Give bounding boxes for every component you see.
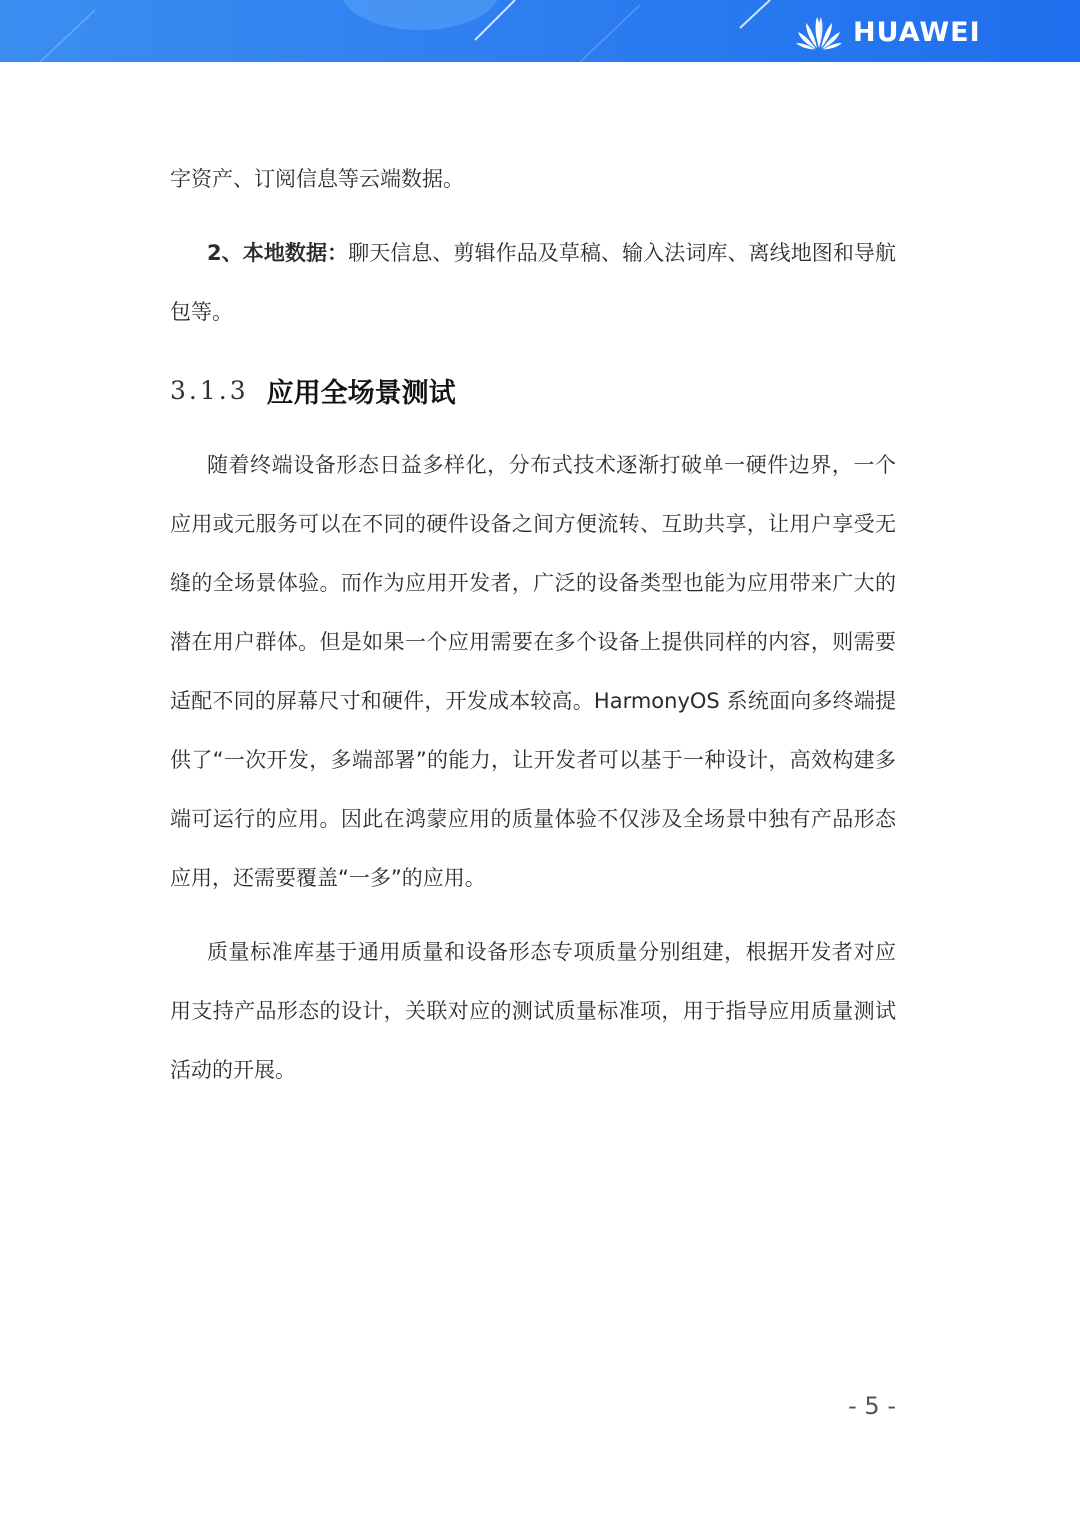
paragraph-quality-library: 质量标准库基于通用质量和设备形态专项质量分别组建，根据开发者对应用支持产品形态的设计，关联对应的测试质量标准项，用于指导应用质量测试活动的开展。 — [170, 940, 896, 1082]
brand-logo — [795, 12, 981, 52]
document-body — [170, 150, 896, 1100]
page-number: - 5 - — [848, 1392, 896, 1420]
paragraph-all-scenario: 随着终端设备形态日益多样化，分布式技术逐渐打破单一硬件边界，一个应用或元服务可以在不同的硬件设备之间方便流转、互助共享，让用户享受无缝的全场景体验。而作为应用开发者，广泛的设备类型也能为应用带来广大的潜在用户群体。但是如果一个应用需要在多个设备上提供同样的内容，则需要适配不同的屏幕尺寸和硬件，开发成本较高。HarmonyOS 系统面向多终端提供了“一次开发，多端部署”的能力，让开发者可以基于一种设计，高效构建多端可运行的应用。因此在鸿蒙应用的质量体验不仅涉及全场景中独有产品形态应用，还需要覆盖“一多”的应用。 — [170, 453, 896, 890]
section-number: 3.1.3 — [170, 375, 249, 405]
section-title: 应用全场景测试 — [266, 377, 456, 409]
paragraph-cloud-data: 字资产、订阅信息等云端数据。 — [170, 167, 464, 191]
header-banner — [0, 0, 1080, 62]
section-heading — [170, 364, 896, 416]
huawei-flower-icon — [795, 14, 843, 50]
paragraph-local-data — [170, 224, 896, 342]
local-data-text: 聊天信息、剪辑作品及草稿、输入法词库、离线地图和导航包等。 — [170, 241, 896, 324]
brand-name: HUAWEI — [853, 16, 981, 48]
local-data-label: 2、本地数据： — [207, 241, 349, 265]
